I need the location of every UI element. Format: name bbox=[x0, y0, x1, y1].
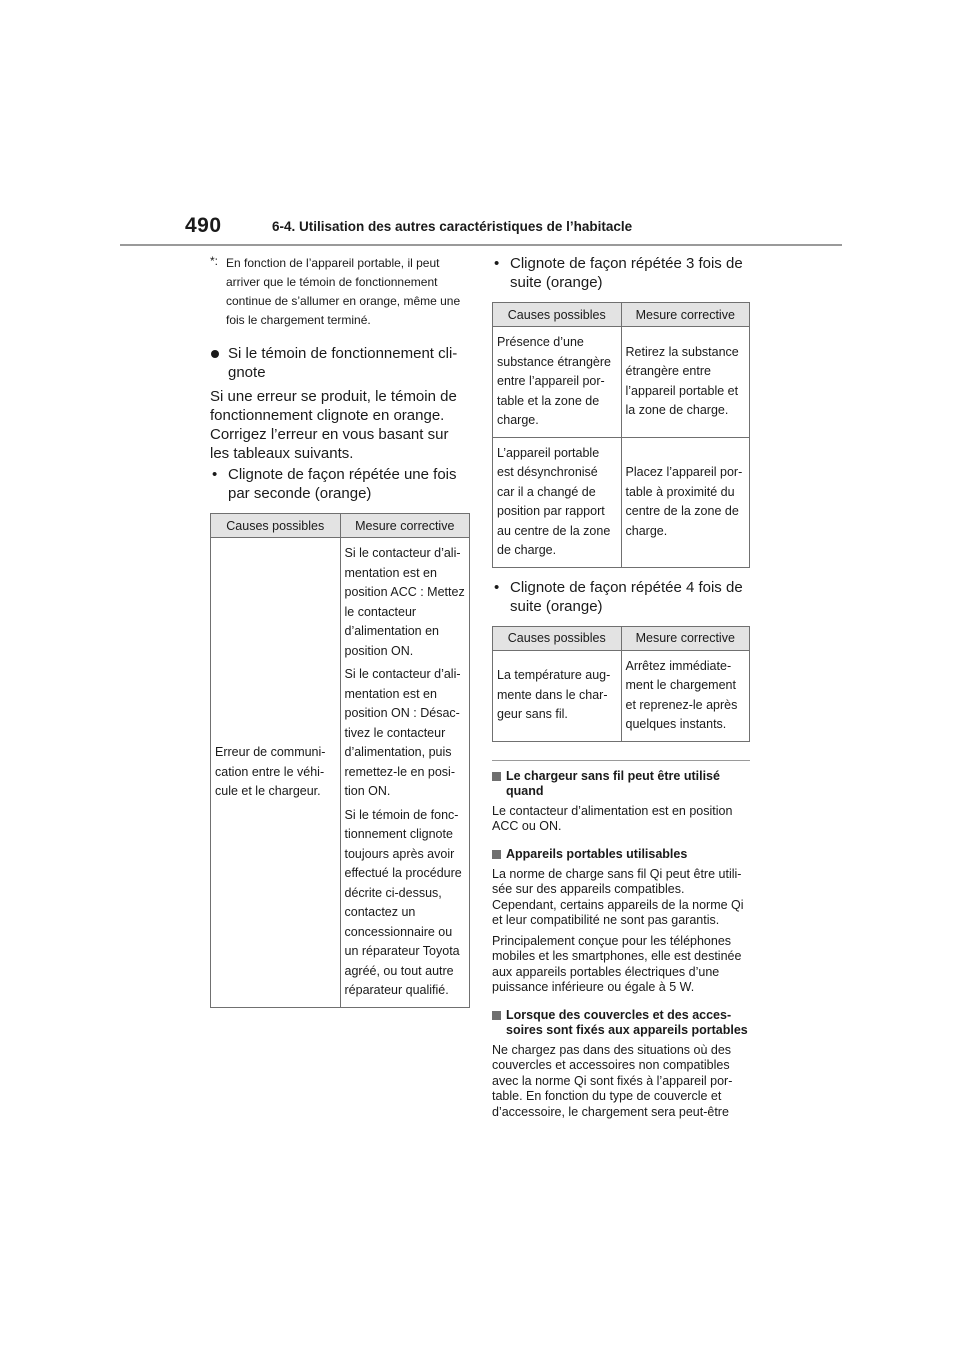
bullet-symbol: • bbox=[494, 255, 500, 272]
cause-cell: La température augmente dans le chargeur sans fil. bbox=[493, 650, 622, 741]
measure-item: Si le contacteur d’alimentation est en position ON : Désactivez le contacteur d’alimentation, puis remettez-le en position ON. bbox=[344, 667, 461, 798]
bullet-symbol: • bbox=[494, 578, 500, 596]
column-header-measures: Mesure corrective bbox=[621, 626, 750, 650]
notes-divider bbox=[492, 760, 750, 761]
column-header-causes: Causes possibles bbox=[493, 626, 622, 650]
right-column bbox=[492, 254, 750, 1120]
measure-item: Si le témoin de fonctionnement clignote toujours après avoir effectué la procédure décrite ci-dessus, contactez un concessionnaire ou un réparateur Toyota agréé, ou tout autre réparateur qualifié. bbox=[344, 807, 462, 997]
square-bullet-icon bbox=[492, 772, 501, 781]
section-title: 6-4. Utilisation des autres caractéristiques de l’habitacle bbox=[272, 219, 633, 234]
bullet-symbol: • bbox=[212, 466, 218, 483]
bullet-three-times bbox=[492, 254, 750, 292]
cause-cell: Présence d’une substance étrangère entre l’appareil portable et la zone de charge. bbox=[493, 327, 622, 438]
note-title: Lorsque des couvercles et des accessoires sont fixés aux appareils portables bbox=[506, 1007, 748, 1037]
bullet-four-times bbox=[492, 578, 750, 616]
footnote-mark: *: bbox=[210, 254, 219, 268]
measure-cell: Retirez la substance étrangère entre l’appareil portable et la zone de charge. bbox=[621, 327, 750, 438]
blinking-heading bbox=[210, 344, 470, 382]
footnote-text: En fonction de l’appareil portable, il peut arriver que le témoin de fonctionnement continue de s’allumer en orange, même une fois le chargement terminé. bbox=[226, 256, 461, 327]
square-bullet-icon bbox=[492, 850, 501, 859]
column-header-measures: Mesure corrective bbox=[340, 514, 470, 538]
measure-cell: Placez l’appareil portable à proximité du centre de la zone de charge. bbox=[621, 437, 750, 567]
note-paragraph: La norme de charge sans fil Qi peut être utilisée sur des appareils compatibles. Cependant, certains appareils de la norme Qi et leur compatibilité ne sont pas garantis. bbox=[492, 866, 744, 927]
table-row bbox=[493, 437, 750, 567]
measure-cell: Arrêtez immédiatement le chargement et reprenez-le après quelques instants. bbox=[621, 650, 750, 741]
column-header-causes: Causes possibles bbox=[493, 303, 622, 327]
column-header-measures: Mesure corrective bbox=[621, 303, 750, 327]
measure-cell bbox=[340, 538, 470, 1008]
note-paragraph: Le contacteur d’alimentation est en position ACC ou ON. bbox=[492, 803, 733, 833]
cause-cell: Erreur de communication entre le véhicule et le chargeur. bbox=[211, 538, 341, 1008]
note-title: Appareils portables utilisables bbox=[506, 846, 688, 861]
header-divider bbox=[120, 244, 842, 246]
note-title: Le chargeur sans fil peut être utilisé quand bbox=[506, 768, 720, 798]
table-once-per-second bbox=[210, 513, 470, 1008]
bullet-text: Clignote de façon répétée 3 fois de suite (orange) bbox=[510, 255, 743, 291]
bullet-text: Clignote de façon répétée une fois par seconde (orange) bbox=[228, 466, 457, 502]
note-heading-usable-devices bbox=[492, 847, 750, 862]
table-row bbox=[493, 327, 750, 438]
page-number: 490 bbox=[185, 214, 222, 237]
note-paragraph: Ne chargez pas dans des situations où des couvercles et accessoires non compatibles avec la norme Qi sont fixés à l’appareil portable. En fonction du type de couvercle et d’accessoire, le chargement sera peut-être bbox=[492, 1042, 733, 1119]
measure-item: Si le contacteur d’alimentation est en position ACC : Mettez le contacteur d’alimentation en position ON. bbox=[344, 546, 465, 658]
bullet-text: Clignote de façon répétée 4 fois de suite (orange) bbox=[510, 578, 743, 615]
bullet-dot-icon bbox=[211, 350, 219, 358]
heading-text: Si le témoin de fonctionnement clignote bbox=[228, 345, 458, 381]
square-bullet-icon bbox=[492, 1011, 501, 1020]
table-row bbox=[493, 650, 750, 741]
left-column bbox=[210, 254, 470, 1008]
note-paragraph: Principalement conçue pour les téléphones mobiles et les smartphones, elle est destinée aux appareils portables électriques d’une puissance inférieure ou égale à 5 W. bbox=[492, 933, 742, 994]
column-header-causes: Causes possibles bbox=[211, 514, 341, 538]
table-row bbox=[211, 538, 470, 1008]
intro-paragraph: Si une erreur se produit, le témoin de fonctionnement clignote en orange. Corrigez l’erreur en vous basant sur les tableaux suivants. bbox=[210, 388, 457, 462]
note-heading-covers-accessories bbox=[492, 1008, 750, 1038]
note-heading-usable-when bbox=[492, 769, 750, 799]
table-four-times bbox=[492, 626, 750, 742]
bullet-once-per-second bbox=[210, 465, 470, 503]
table-three-times bbox=[492, 302, 750, 568]
footnote bbox=[210, 254, 470, 330]
cause-cell: L’appareil portable est désynchronisé car il a changé de position par rapport au centre de la zone de charge. bbox=[493, 437, 622, 567]
